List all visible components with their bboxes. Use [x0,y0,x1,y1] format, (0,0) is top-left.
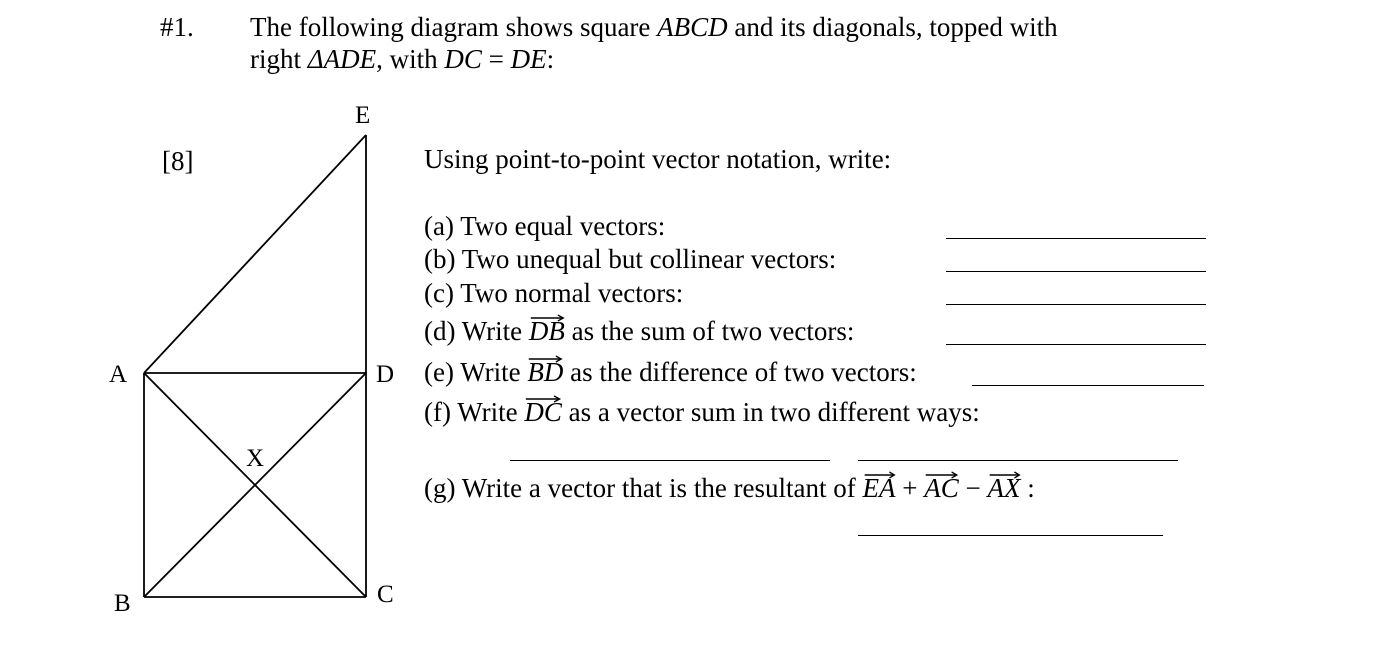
vector-arrow-icon [863,470,896,480]
answer-line-c[interactable] [946,304,1206,305]
part-b: (b) Two unequal but collinear vectors: [424,244,837,274]
segment-dc: DC [444,44,482,74]
vector-arrow-icon [924,470,959,480]
label-b: B [114,590,131,617]
answer-line-f2[interactable] [858,460,1178,461]
part-g-suffix: : [1020,473,1035,503]
equals-sign: = [481,44,511,74]
part-a: (a) Two equal vectors: [424,211,666,241]
part-e [424,359,917,386]
part-e-prefix: (e) Write [424,357,528,387]
label-d: D [376,361,395,388]
vector-arrow-icon [527,354,563,364]
answer-line-a[interactable] [946,238,1206,239]
vector-ax: AX [988,475,1021,502]
answer-line-b[interactable] [946,271,1206,272]
marks-label: [8] [162,146,194,176]
part-c: (c) Two normal vectors: [424,278,684,308]
square-name: ABCD [657,12,728,42]
vector-ea: EA [863,475,896,502]
intro-text-2a: right [250,44,308,74]
part-d [424,318,854,345]
plus-sign: + [895,473,925,503]
label-e: E [355,102,371,129]
segment-de: DE [510,44,547,74]
vector-db: DB [529,318,565,345]
triangle-name: ΔADE [307,44,377,74]
answer-line-g[interactable] [858,535,1163,536]
part-f [424,399,980,426]
intro-text-1b: and its diagonals, topped with [727,12,1058,42]
part-f-prefix: (f) Write [424,397,525,427]
label-c: C [377,581,394,608]
label-x: X [246,445,265,472]
minus-sign: − [958,473,988,503]
part-g [424,475,1035,502]
intro-text-1a: The following diagram shows square [250,12,658,42]
part-e-suffix: as the difference of two vectors: [563,357,917,387]
answer-line-d[interactable] [946,344,1206,345]
part-g-prefix: (g) Write a vector that is the resultant of [424,473,863,503]
label-a: A [109,361,128,388]
vector-arrow-icon [988,470,1021,480]
vector-arrow-icon [529,313,565,323]
instructions: Using point-to-point vector notation, write: [424,144,892,174]
part-d-prefix: (d) Write [424,316,529,346]
vector-dc: DC [524,399,562,426]
answer-line-e[interactable] [972,385,1204,386]
part-d-suffix: as the sum of two vectors: [564,316,855,346]
vector-arrow-icon [524,394,562,404]
vector-bd: BD [527,359,563,386]
part-f-suffix: as a vector sum in two different ways: [561,397,980,427]
question-number: #1. [160,12,194,42]
intro-text-2b: , with [376,44,445,74]
answer-line-f1[interactable] [510,460,830,461]
vector-ac: AC [924,475,959,502]
segment-ae [144,135,366,373]
intro-text-2c: : [546,44,555,74]
